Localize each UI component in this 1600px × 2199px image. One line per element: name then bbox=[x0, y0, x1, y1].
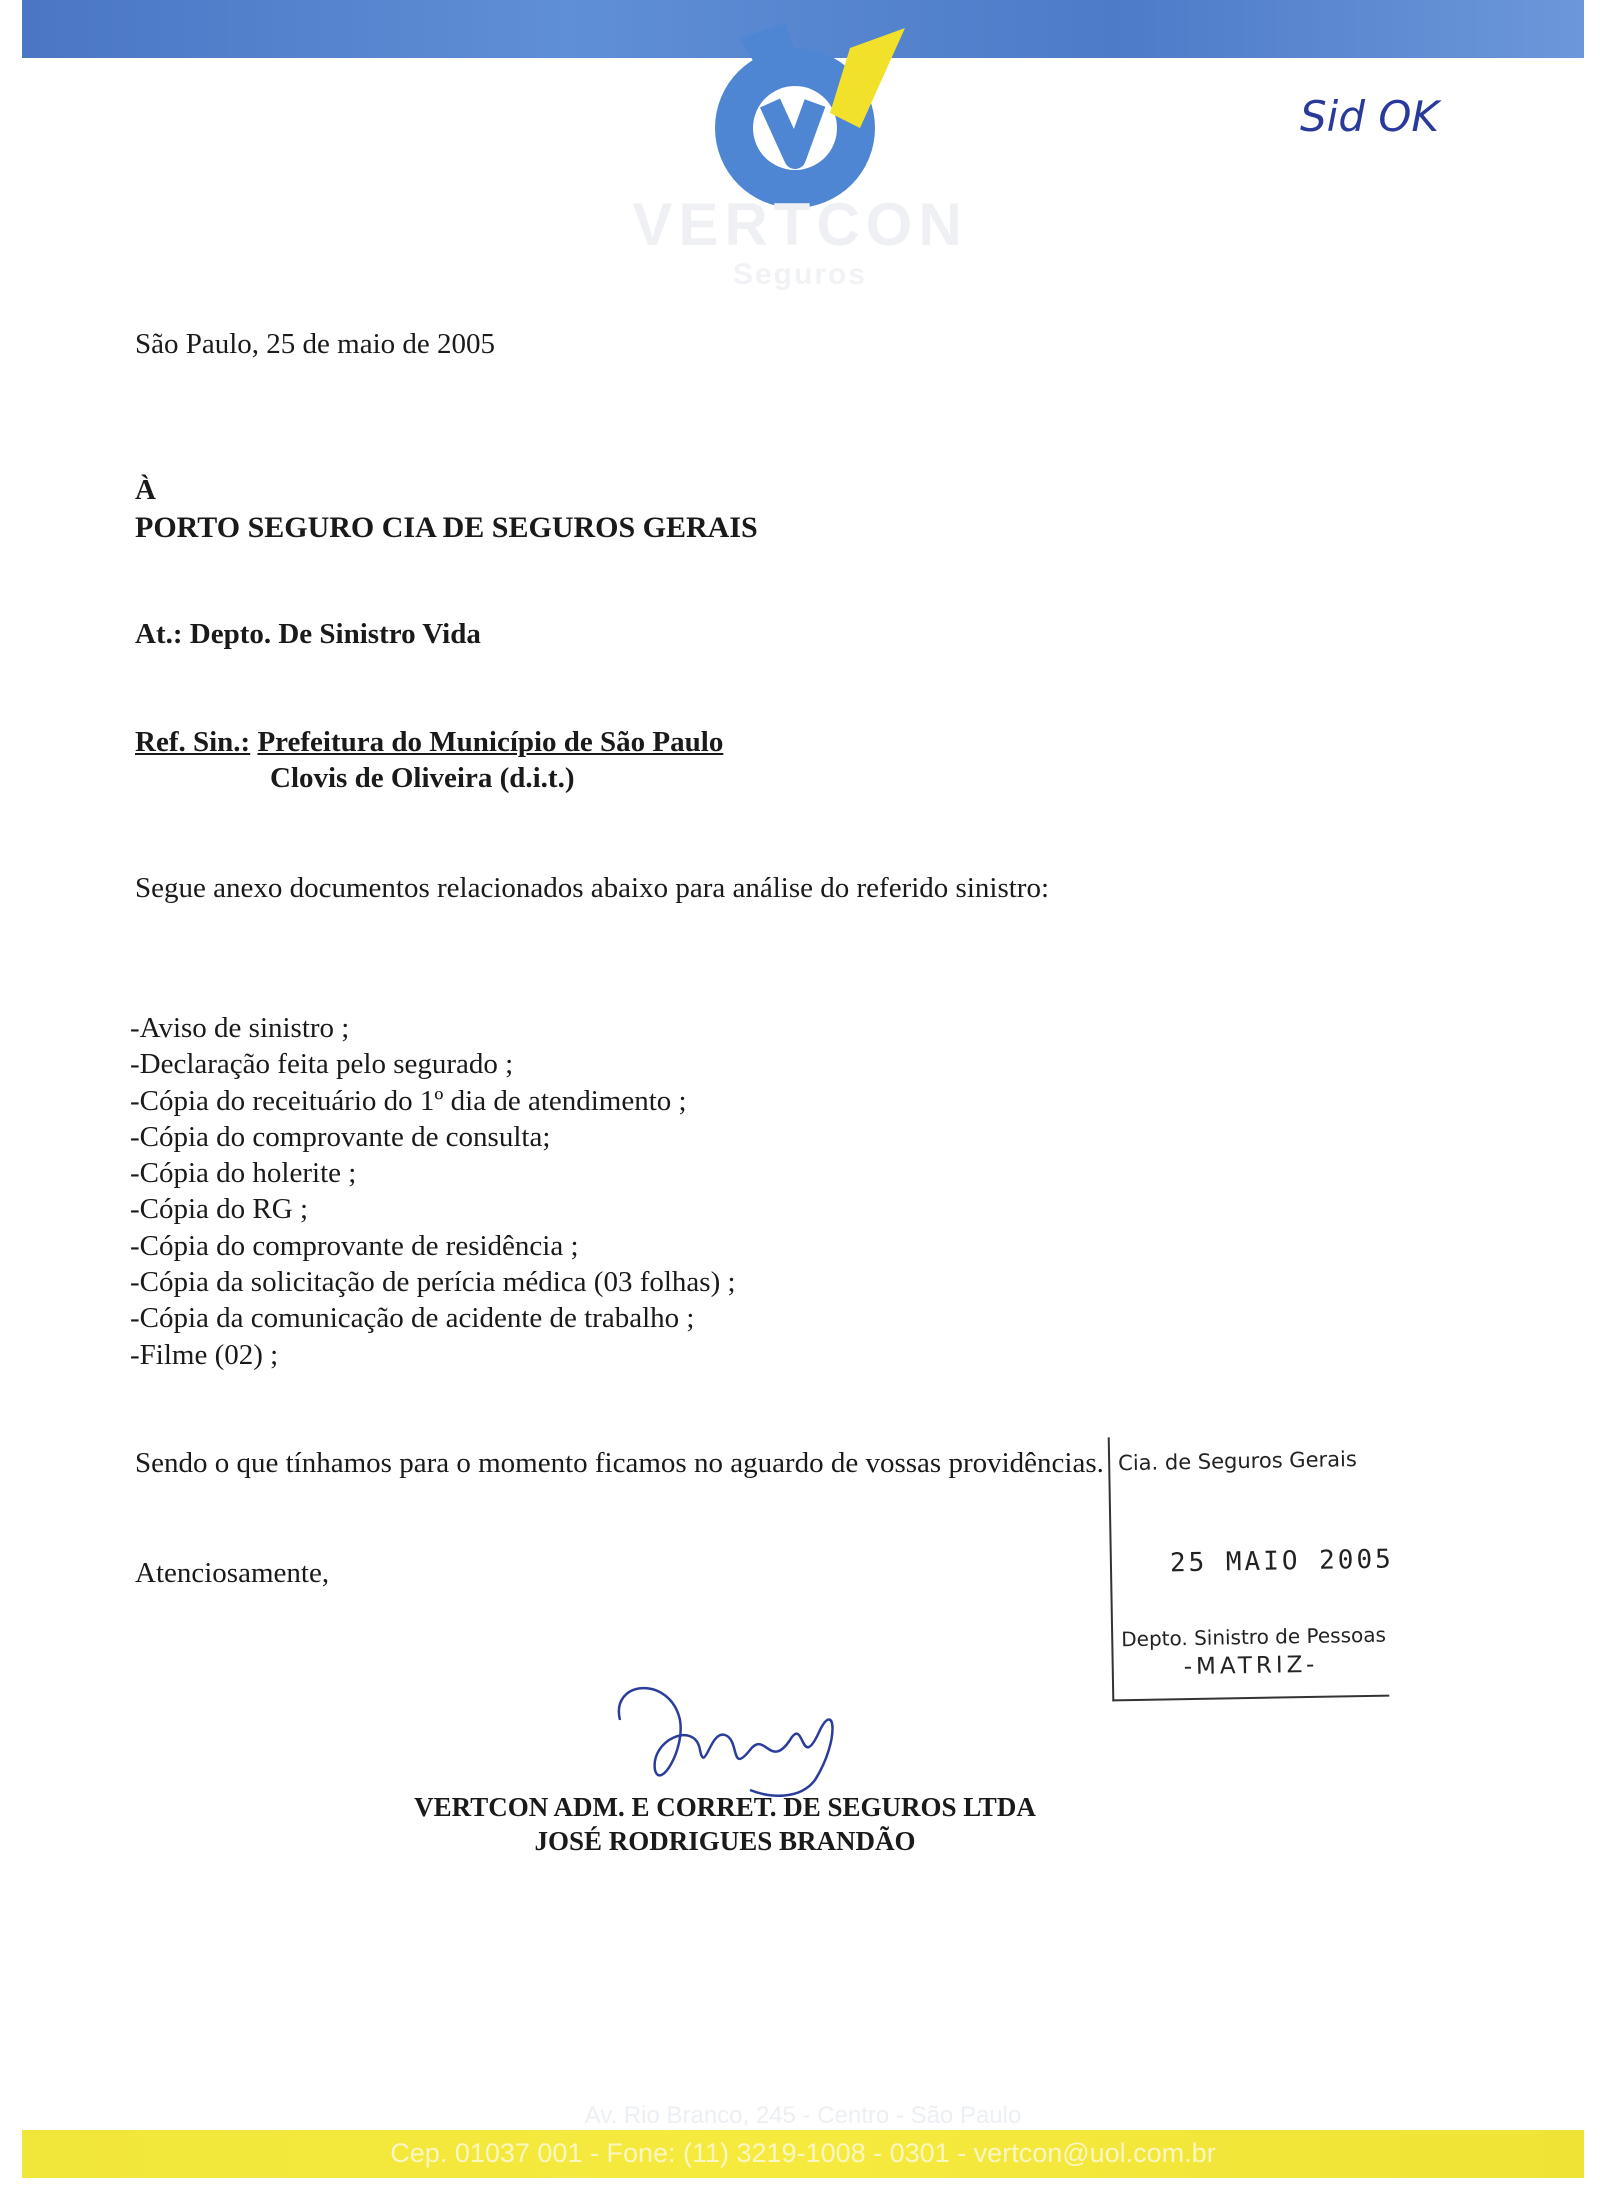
reference-person: Clovis de Oliveira (d.i.t.) bbox=[270, 762, 575, 794]
list-item: -Declaração feita pelo segurado ; bbox=[130, 1048, 514, 1081]
reference-label: Ref. Sin.: bbox=[135, 726, 251, 758]
footer-address: Av. Rio Branco, 245 - Centro - São Paulo bbox=[584, 2102, 1022, 2129]
list-item: -Cópia do holerite ; bbox=[130, 1157, 357, 1190]
addressee-prefix: À bbox=[135, 474, 156, 506]
footer-contact: Cep. 01037 001 - Fone: (11) 3219-1008 - 0301 - vertcon@uol.com.br bbox=[390, 2138, 1216, 2168]
list-item: -Cópia do RG ; bbox=[130, 1193, 309, 1226]
list-item: -Aviso de sinistro ; bbox=[130, 1012, 350, 1044]
list-item: -Cópia da comunicação de acidente de trabalho ; bbox=[130, 1302, 695, 1335]
stamp-company: Cia. de Seguros Gerais bbox=[1117, 1447, 1357, 1476]
reference-entity: Prefeitura do Município de São Paulo bbox=[257, 726, 724, 758]
stamp-department: Depto. Sinistro de Pessoas bbox=[1121, 1622, 1387, 1652]
intro-paragraph: Segue anexo documentos relacionados abaixo para análise do referido sinistro: bbox=[135, 872, 1049, 904]
handwritten-note: Sid OK bbox=[1300, 92, 1439, 141]
stamp-date: 25 MAIO 2005 bbox=[1169, 1544, 1394, 1579]
attention-line: At.: Depto. De Sinistro Vida bbox=[135, 618, 481, 650]
sender-name: JOSÉ RODRIGUES BRANDÃO bbox=[534, 1826, 916, 1856]
list-item: -Cópia da solicitação de perícia médica (03 folhas) ; bbox=[130, 1266, 736, 1299]
logo-subtitle: Seguros bbox=[732, 258, 868, 291]
letter-date: São Paulo, 25 de maio de 2005 bbox=[135, 328, 496, 360]
stamp-office: -MATRIZ- bbox=[1183, 1651, 1319, 1681]
list-item: -Cópia do receituário do 1º dia de atendimento ; bbox=[130, 1084, 687, 1117]
list-item: -Filme (02) ; bbox=[130, 1338, 279, 1371]
reference-line bbox=[135, 724, 723, 760]
closing-paragraph: Sendo o que tínhamos para o momento ficamos no aguardo de vossas providências. bbox=[135, 1447, 1104, 1479]
regards: Atenciosamente, bbox=[135, 1557, 330, 1589]
list-item: -Cópia do comprovante de residência ; bbox=[130, 1229, 579, 1262]
list-item: -Cópia do comprovante de consulta; bbox=[130, 1120, 551, 1153]
logo-wordmark: VERTCON bbox=[632, 191, 968, 258]
addressee-company: PORTO SEGURO CIA DE SEGUROS GERAIS bbox=[135, 511, 758, 544]
document-list bbox=[130, 1010, 736, 1373]
received-stamp bbox=[1108, 1433, 1394, 1702]
sender-company: VERTCON ADM. E CORRET. DE SEGUROS LTDA bbox=[414, 1792, 1036, 1822]
